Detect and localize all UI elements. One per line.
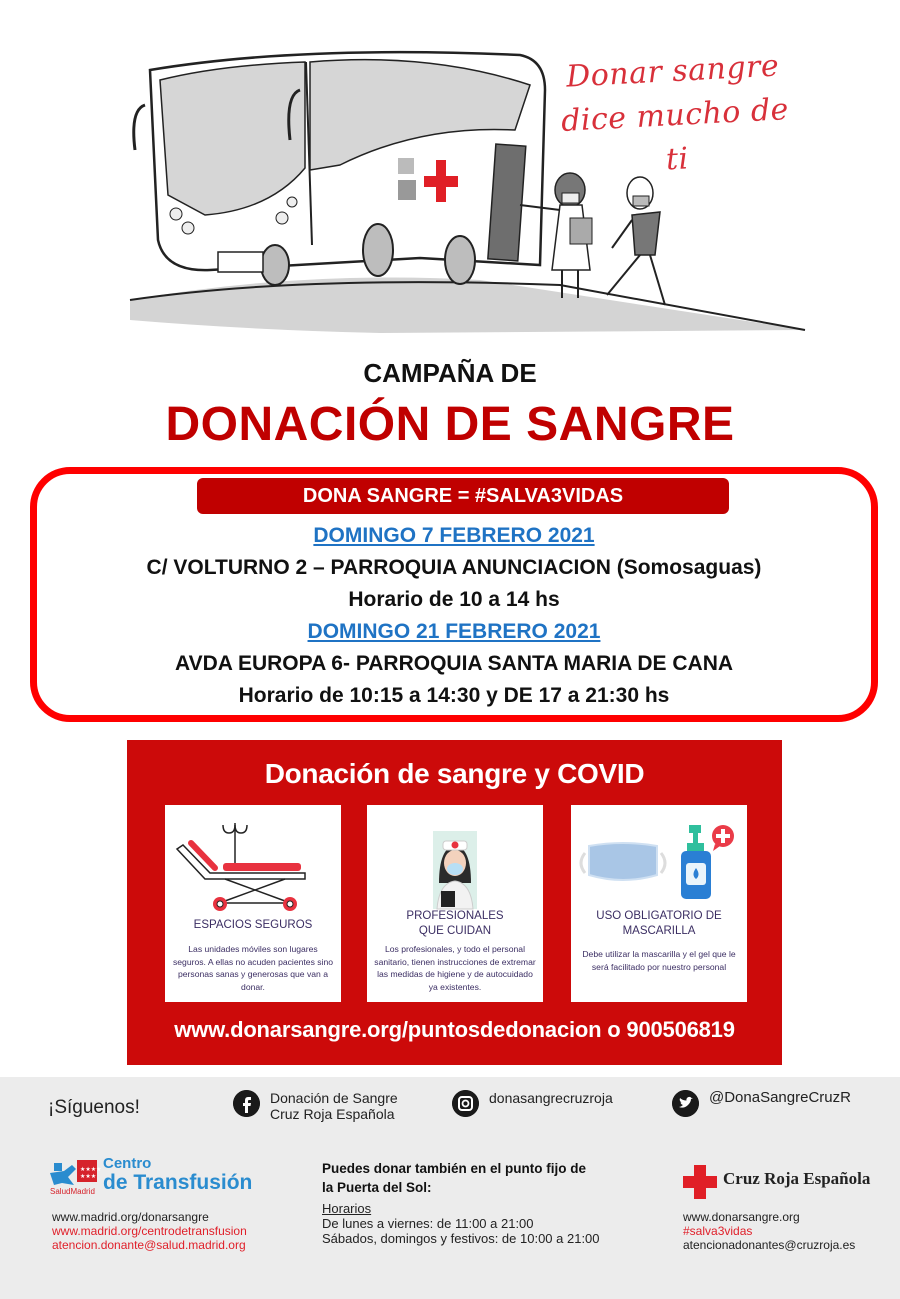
facebook-line-1: Donación de Sangre [270, 1090, 398, 1106]
sol-subheading: Horarios [322, 1201, 372, 1216]
event-hours-2: Horario de 10:15 a 14:30 y DE 17 a 21:30 hs [238, 684, 670, 707]
card-title-line-1: PROFESIONALES [406, 910, 504, 922]
centro-name-line-1: Centro [103, 1155, 152, 1172]
card-body: Debe utilizar la mascarilla y el gel que le será facilitado por nuestro personal [582, 949, 736, 972]
event-date-2[interactable]: DOMINGO 21 FEBRERO 2021 [307, 620, 601, 643]
event-place-1: C/ VOLTURNO 2 – PARROQUIA ANUNCIACION (Somosaguas) [146, 556, 762, 579]
social-twitter[interactable] [672, 1090, 851, 1117]
sol-hours-weekdays: De lunes a viernes: de 11:00 a 21:00 [322, 1216, 534, 1231]
card-title [571, 909, 747, 939]
card-title [367, 909, 543, 939]
sol-hours-weekends: Sábados, domingos y festivos: de 10:00 a 21:00 [322, 1231, 600, 1246]
event-info-box [30, 467, 878, 722]
card-safe-spaces [165, 805, 341, 1002]
card-professionals [367, 805, 543, 1002]
slogan [542, 43, 809, 188]
hero-illustration [0, 0, 900, 345]
cruz-roja-name: Cruz Roja Española [723, 1169, 871, 1188]
facebook-line-2: Cruz Roja Española [270, 1106, 395, 1122]
cruz-roja-email[interactable]: atencionadonantes@cruzroja.es [683, 1238, 856, 1252]
twitter-icon [672, 1090, 699, 1117]
facebook-label [270, 1090, 398, 1122]
event-date-1[interactable]: DOMINGO 7 FEBRERO 2021 [313, 524, 595, 547]
svg-text:★★★: ★★★ [80, 1173, 97, 1180]
campaign-title: DONACIÓN DE SANGRE [165, 398, 735, 451]
follow-label: ¡Síguenos! [48, 1097, 140, 1118]
sol-heading-line-1: Puedes donar también en el punto fijo de [322, 1161, 587, 1176]
twitter-label: @DonaSangreCruzR [709, 1089, 851, 1106]
card-title-line-1: USO OBLIGATORIO DE [596, 910, 722, 922]
card-body: Las unidades móviles son lugares seguros. A ellas no acuden pacientes sino personas sanas y generosas que van a donar. [172, 944, 334, 992]
card-title: ESPACIOS SEGUROS [193, 919, 313, 931]
puerta-del-sol-info [322, 1159, 642, 1246]
card-title-line-2: MASCARILLA [622, 925, 696, 937]
donation-points-link[interactable]: www.donarsangre.org/puntosdedonacion o 900506819 [174, 1017, 735, 1042]
covid-title: Donación de sangre y COVID [264, 758, 645, 789]
centro-name-line-2: de Transfusión [103, 1171, 253, 1194]
event-place-2: AVDA EUROPA 6- PARROQUIA SANTA MARIA DE CANA [174, 652, 734, 675]
red-cross-icon [683, 1165, 717, 1199]
centro-link-email[interactable]: atencion.donante@salud.madrid.org [52, 1238, 246, 1252]
covid-panel [127, 740, 782, 1065]
instagram-icon [452, 1090, 479, 1117]
slogan-line-1: Donar sangre [565, 48, 780, 95]
card-mask [571, 805, 747, 1002]
card-title-line-2: QUE CUIDAN [418, 925, 492, 937]
cruz-roja-links [683, 1210, 855, 1252]
instagram-label: donasangrecruzroja [489, 1090, 613, 1106]
card-body: Los profesionales, y todo el personal sanitario, tienen instrucciones de extremar las medidas de higiene y de autocuidado ya existentes. [374, 944, 536, 992]
facebook-icon [233, 1090, 260, 1117]
cruz-roja-hashtag[interactable]: #salva3vidas [683, 1224, 753, 1238]
event-list [37, 520, 871, 712]
mask-and-gel-icon [571, 813, 747, 913]
svg-text:★★★★: ★★★★ [80, 1166, 102, 1173]
stretcher-icon [165, 813, 341, 913]
centro-links [52, 1210, 247, 1252]
centro-link-centrodetransfusion[interactable]: www.madrid.org/centrodetransfusion [52, 1224, 247, 1238]
campaign-pretitle: CAMPAÑA DE [363, 358, 537, 388]
cruz-roja-link-site[interactable]: www.donarsangre.org [683, 1210, 800, 1224]
slogan-line-2: dice mucho de ti [560, 92, 790, 178]
event-hours-1: Horario de 10 a 14 hs [348, 588, 560, 611]
svg-text:SaludMadrid: SaludMadrid [50, 1187, 95, 1196]
nurse-icon [367, 813, 543, 913]
sol-heading-line-2: la Puerta del Sol: [322, 1180, 432, 1195]
footer [0, 1077, 900, 1299]
social-facebook[interactable] [233, 1090, 398, 1122]
centro-link-donarsangre[interactable]: www.madrid.org/donarsangre [52, 1210, 209, 1224]
hashtag-banner: DONA SANGRE = #SALVA3VIDAS [197, 478, 729, 514]
social-instagram[interactable] [452, 1090, 613, 1117]
